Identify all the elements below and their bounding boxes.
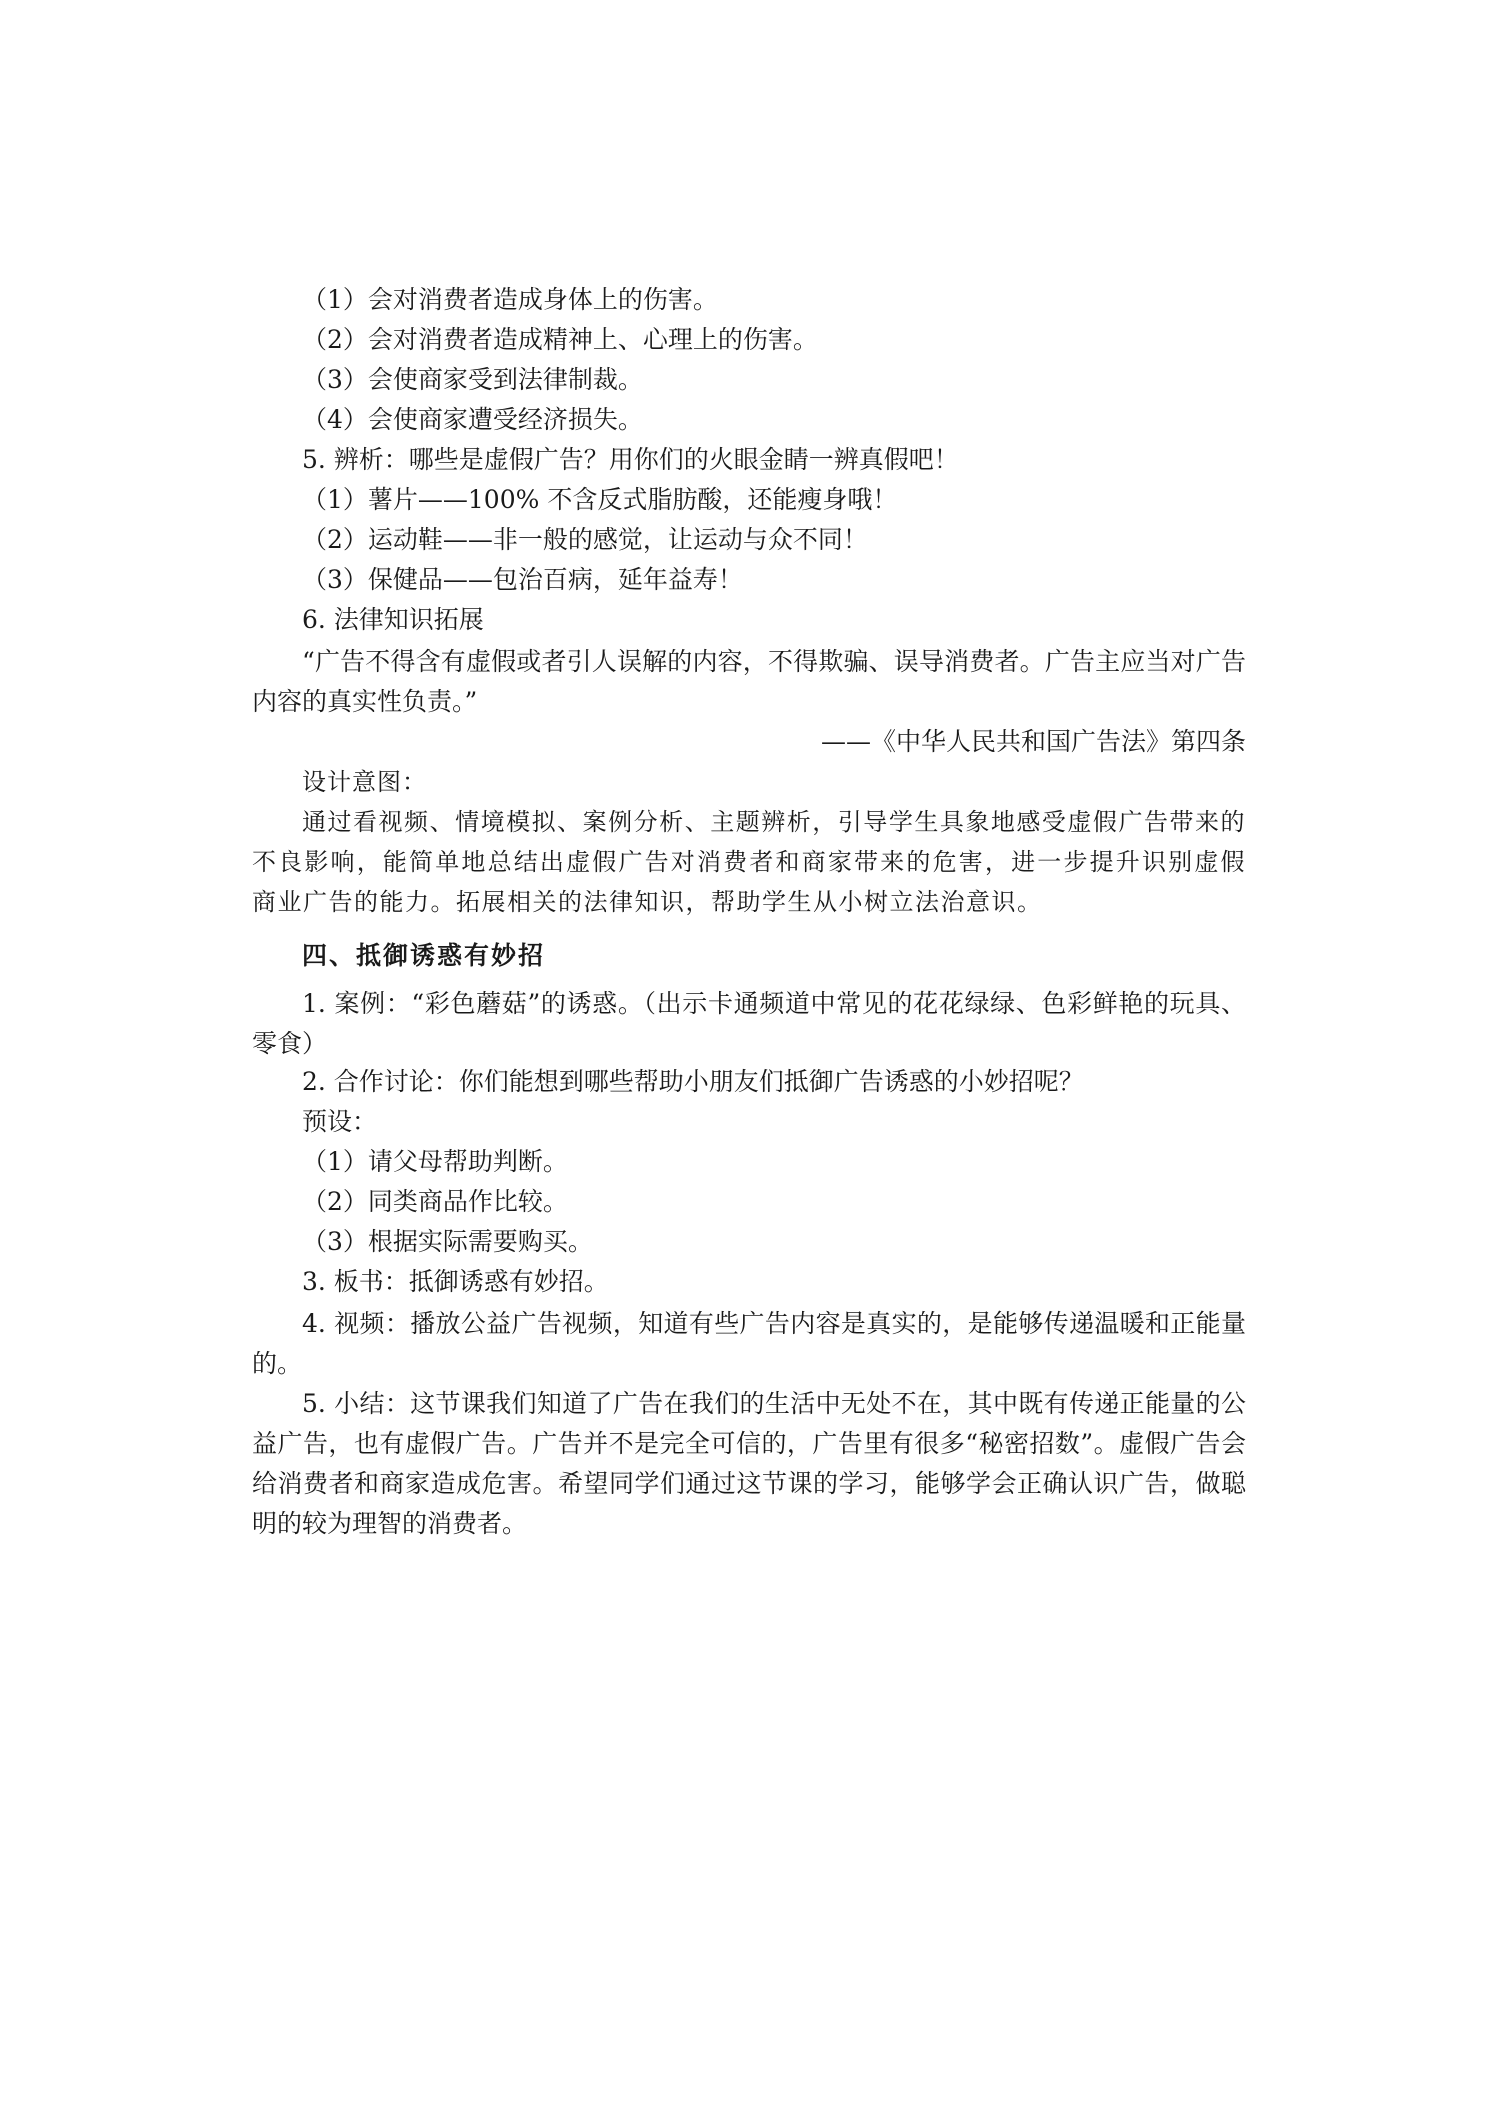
list-item: （4）会使商家遭受经济损失。 [302, 405, 643, 434]
list-item: （2）运动鞋——非一般的感觉，让运动与众不同！ [302, 525, 868, 554]
activity-heading: 5. 辨析：哪些是虚假广告？用你们的火眼金睛一辨真假吧！ [302, 445, 959, 474]
list-item: （2）同类商品作比较。 [302, 1187, 568, 1216]
design-intent-label: 设计意图： [302, 768, 427, 796]
list-item: （3）根据实际需要购买。 [302, 1227, 593, 1256]
list-item: （1）请父母帮助判断。 [302, 1147, 568, 1176]
preset-label: 预设： [302, 1107, 378, 1136]
list-item: （1）会对消费者造成身体上的伤害。 [302, 285, 718, 314]
list-item: （1）薯片——100% 不含反式脂肪酸，还能瘦身哦！ [302, 485, 898, 514]
board-paragraph: 3. 板书：抵御诱惑有妙招。 [302, 1267, 609, 1296]
summary-paragraph: 5. 小结：这节课我们知道了广告在我们的生活中无处不在，其中既有传递正能量的公益广告，也有虚假广告。广告并不是完全可信的，广告里有很多“秘密招数”。虚假广告会给消费者和商家造成危害。希望同学们通过这节课的学习，能够学会正确认识广告，做聪明的较为理智的消费者。 [252, 1389, 1246, 1538]
law-source: ——《中华人民共和国广告法》第四条 [820, 727, 1246, 756]
list-item: （3）会使商家受到法律制裁。 [302, 365, 643, 394]
document-page [252, 282, 1246, 1544]
case-paragraph: 1. 案例：“彩色蘑菇”的诱惑。（出示卡通频道中常见的花花绿绿、色彩鲜艳的玩具、零食） [252, 989, 1246, 1058]
list-item: （3）保健品——包治百病，延年益寿！ [302, 565, 743, 594]
section-title: 四、抵御诱惑有妙招 [302, 941, 546, 970]
activity-heading: 6. 法律知识拓展 [302, 605, 484, 634]
video-paragraph: 4. 视频：播放公益广告视频，知道有些广告内容是真实的，是能够传递温暖和正能量的。 [252, 1309, 1246, 1378]
list-item: （2）会对消费者造成精神上、心理上的伤害。 [302, 325, 818, 354]
design-intent-text: 通过看视频、情境模拟、案例分析、主题辨析，引导学生具象地感受虚假广告带来的不良影响，能简单地总结出虚假广告对消费者和商家带来的危害，进一步提升识别虚假商业广告的能力。拓展相关的法律知识，帮助学生从小树立法治意识。 [252, 808, 1246, 916]
discussion-paragraph: 2. 合作讨论：你们能想到哪些帮助小朋友们抵御广告诱惑的小妙招呢？ [302, 1067, 1084, 1096]
law-quote: “广告不得含有虚假或者引人误解的内容，不得欺骗、误导消费者。广告主应当对广告内容的真实性负责。” [252, 647, 1246, 716]
